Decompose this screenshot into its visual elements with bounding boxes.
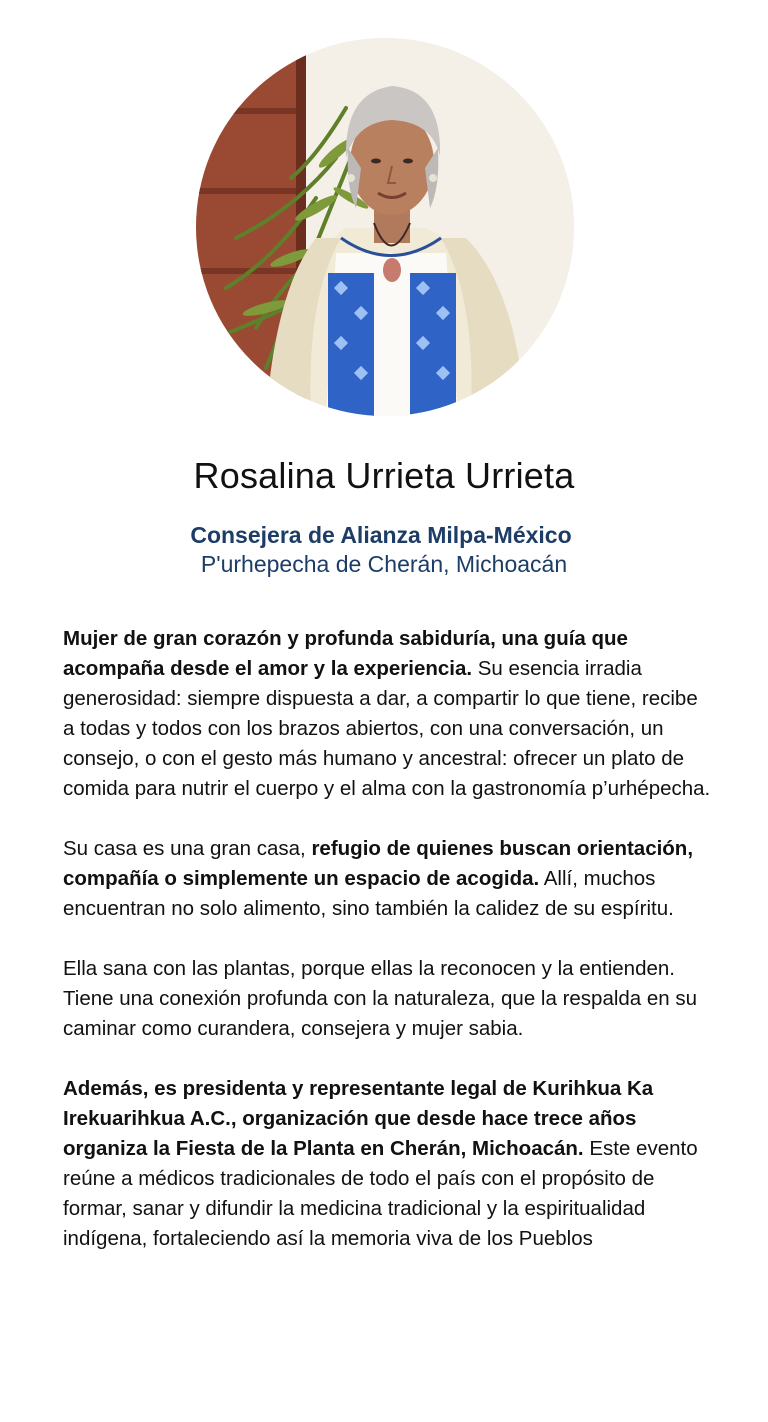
bio-paragraph-4-text: Este evento reúne a médicos tradicionales de todo el país con el propósito de formar, sanar y difundir la medicina tradicional y la espiritualidad indígena, fortaleciendo así la memoria viva de los Pueblos — [63, 1137, 698, 1250]
bio-paragraph-2 — [63, 834, 713, 924]
bio-paragraph-2-text: Allí, muchos encuentran no solo alimento, sino también la calidez de su espíritu. — [63, 867, 674, 920]
bio-paragraph-2-highlight: refugio de quienes buscan orientación, compañía o simplemente un espacio de acogida. — [63, 837, 694, 890]
person-role: Consejera de Alianza Milpa-México — [190, 522, 572, 548]
biography — [63, 624, 713, 1284]
bio-paragraph-2-lead: Su casa es una gran casa, — [63, 837, 312, 860]
bio-paragraph-1-highlight: Mujer de gran corazón y profunda sabiduría, una guía que acompaña desde el amor y la experiencia. — [63, 627, 628, 680]
bio-paragraph-4 — [63, 1074, 713, 1254]
person-origin: P'urhepecha de Cherán, Michoacán — [200, 551, 568, 577]
portrait-illustration — [196, 38, 574, 416]
bio-paragraph-3 — [63, 954, 713, 1044]
profile-photo — [196, 38, 574, 416]
person-name: Rosalina Urrieta Urrieta — [193, 455, 575, 496]
bio-paragraph-1 — [63, 624, 713, 804]
bio-paragraph-1-text: Su esencia irradia generosidad: siempre dispuesta a dar, a compartir lo que tiene, recibe a todas y todos con los brazos abiertos, con una conversación, un consejo, o con el gesto más humano y ancestral: ofrecer un plato de comida para nutrir el cuerpo y el alma con la gastronomía p’urhépecha. — [63, 657, 711, 800]
bio-paragraph-3-text: Ella sana con las plantas, porque ellas la reconocen y la entienden. Tiene una conexión profunda con la naturaleza, que la respalda en su caminar como curandera, consejera y mujer sabia. — [63, 957, 698, 1040]
bio-paragraph-4-highlight: Además, es presidenta y representante legal de Kurihkua Ka Irekuarihkua A.C., organización que desde hace trece años organiza la Fiesta de la Planta en Cherán, Michoacán. — [63, 1077, 654, 1160]
